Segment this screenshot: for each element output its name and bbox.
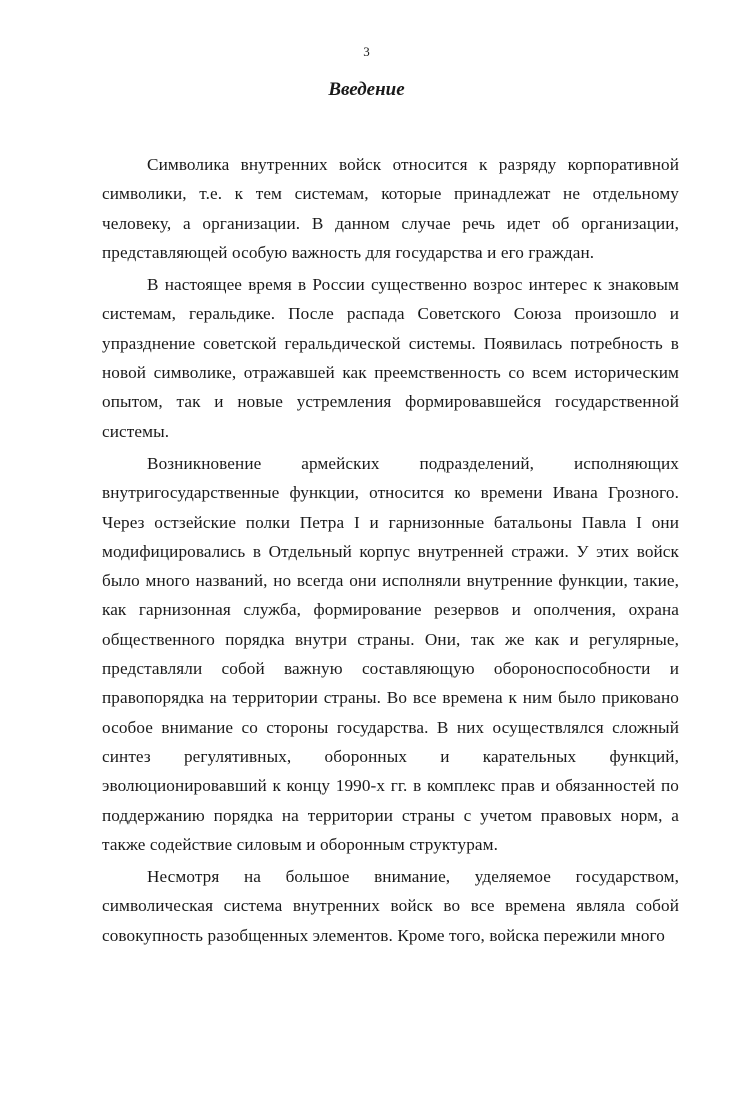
page-number: 3 [363, 44, 370, 59]
body-text [102, 150, 679, 953]
paragraph-2: В настоящее время в России существенно возрос интерес к знаковым системам, геральдике. После распада Советского Союза произошло и упразднение советской геральдической системы. Появилась потребность в новой символике, отражавшей как преемственность со всем историческим опытом, так и новые устремления формировавшейся государственной системы. [102, 275, 679, 441]
paragraph-4: Несмотря на большое внимание, уделяемое государством, символическая система внутренних войск во все времена являла собой совокупность разобщенных элементов. Кроме того, войска пережили много [102, 867, 679, 945]
paragraph-3: Возникновение армейских подразделений, исполняющих внутригосударственные функции, относится ко времени Ивана Грозного. Через остзейские полки Петра I и гарнизонные батальоны Павла I они модифицировались в Отдельный корпус внутренней стражи. У этих войск было много названий, но всегда они исполняли внутренние функции, такие, как гарнизонная служба, формирование резервов и ополчения, охрана общественного порядка внутри страны. Они, так же как и регулярные, представляли собой важную составляющую обороноспособности и правопорядка на территории страны. Во все времена к ним было приковано особое внимание со стороны государства. В них осуществлялся сложный синтез регулятивных, оборонных и карательных функций, эволюционировавший к концу 1990-х гг. в комплекс прав и обязанностей по поддержанию порядка на территории страны с учетом правовых норм, а также содействие силовым и оборонным структурам. [102, 453, 679, 854]
page-title: Введение [328, 79, 405, 100]
paragraph-1: Символика внутренних войск относится к разряду корпоративной символики, т.е. к тем системам, которые принадлежат не отдельному человеку, а организации. В данном случае речь идет об организации, представляющей особую важность для государства и его граждан. [102, 155, 679, 262]
